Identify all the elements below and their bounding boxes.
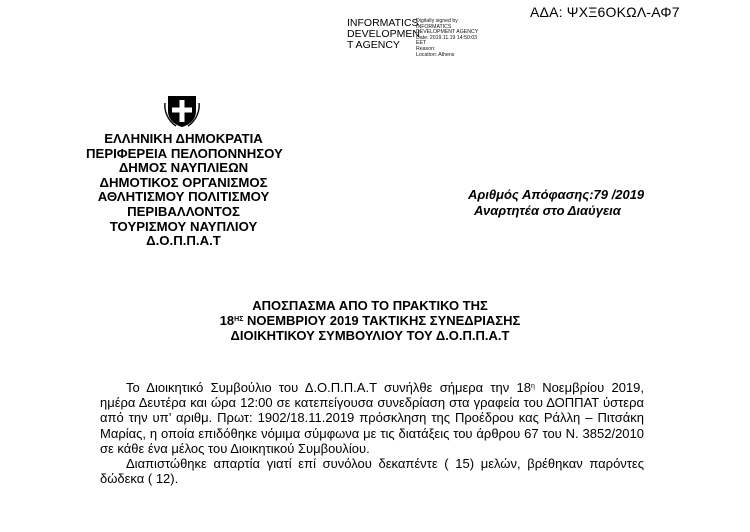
signature-org-line: T AGENCY	[347, 39, 400, 51]
header-line: Δ.Ο.Π.Π.Α.Τ	[146, 233, 221, 249]
p1-rest: Νοεμβρίου 2019, ημέρα Δευτέρα και ώρα 12:00 σε κατεπείγουσα συνεδρίαση στα γραφεία του ΔΟΠΠΑΤ ύστερα από την υπ’ αριθμ. Πρωτ: 1902/18.11.2019 πρόσκληση της Προέδρου κας Ράλλη – Πιτσάκη Μαρίας, η οποία επιδόθηκε νόμιμα σύμφωνα με τις διατάξεις του άρθρου 67 του Ν. 3852/2010 σε κάθε ένα μέλος του Διοικητικού Συμβουλίου.	[100, 380, 644, 456]
greek-coat-of-arms-icon	[164, 93, 200, 129]
header-line: ΔΗΜΟΣ ΝΑΥΠΛΙΕΩΝ	[118, 160, 249, 176]
header-line: ΔΗΜΟΤΙΚΟΣ ΟΡΓΑΝΙΣΜΟΣ	[99, 174, 268, 190]
p1-start: Το Διοικητικό Συμβούλιο του Δ.Ο.Π.Π.Α.Τ συνήλθε σήμερα την 18	[126, 380, 532, 395]
digital-signature-details	[416, 19, 526, 58]
title-line-1: ΑΠΟΣΠΑΣΜΑ ΑΠΟ ΤΟ ΠΡΑΚΤΙΚΟ ΤΗΣ	[252, 298, 488, 313]
signature-org-line: DEVELOPMEN	[347, 28, 420, 40]
document-title	[150, 298, 590, 343]
signature-detail-line: EET	[416, 40, 427, 47]
title-day: 18	[219, 313, 235, 328]
signature-detail-line: Reason:	[416, 45, 436, 52]
header-line: ΤΟΥΡΙΣΜΟΥ ΝΑΥΠΛΙΟΥ	[109, 218, 258, 234]
body-paragraph-1	[100, 380, 644, 456]
issuer-header	[86, 132, 281, 249]
title-line-3: ΔΙΟΙΚΗΤΙΚΟΥ ΣΥΜΒΟΥΛΙΟΥ ΤΟΥ Δ.Ο.Π.Π.Α.Τ	[230, 328, 510, 343]
signature-detail-line: Location: Athens	[416, 51, 455, 58]
decision-number: Αριθμός Απόφασης:79 /2019	[468, 187, 645, 202]
ada-code: ΑΔΑ: ΨΧΞ6ΟΚΩΛ-ΑΦ7	[530, 4, 680, 20]
minutes-body	[100, 380, 644, 486]
header-line: ΠΕΡΙΒΑΛΛΟΝΤΟΣ	[127, 203, 240, 219]
title-day-suffix: ΗΣ	[234, 316, 244, 323]
signature-detail-line: Digitally signed by	[416, 18, 458, 24]
signature-organization	[347, 17, 420, 51]
header-line: ΕΛΛΗΝΙΚΗ ΔΗΜΟΚΡΑΤΙΑ	[104, 131, 263, 146]
header-line: ΑΘΛΗΤΙΣΜΟΥ ΠΟΛΙΤΙΣΜΟΥ	[97, 189, 270, 205]
signature-detail-line: DEVELOPMENT AGENCY	[416, 29, 479, 36]
body-paragraph-2: Διαπιστώθηκε απαρτία γιατί επί συνόλου δεκαπέντε ( 15) μελών, βρέθηκαν παρόντες δώδεκα ( 12).	[100, 456, 644, 487]
title-line-2-rest: ΝΟΕΜΒΡΙΟΥ 2019 ΤΑΚΤΙΚΗΣ ΣΥΝΕΔΡΙΑΣΗΣ	[243, 313, 521, 328]
title-line-2	[150, 313, 590, 328]
header-line: ΠΕΡΙΦΕΡΕΙΑ ΠΕΛΟΠΟΝΝΗΣΟΥ	[86, 145, 283, 161]
signature-detail-line: INFORMATICS	[416, 23, 452, 30]
p1-day-suffix: η	[531, 383, 535, 390]
signature-org-line: INFORMATICS	[347, 17, 419, 29]
diavgeia-posting-note: Αναρτητέα στο Διαύγεια	[474, 203, 621, 218]
signature-detail-line: Date: 2019.11.19 14:50:03	[416, 34, 478, 41]
